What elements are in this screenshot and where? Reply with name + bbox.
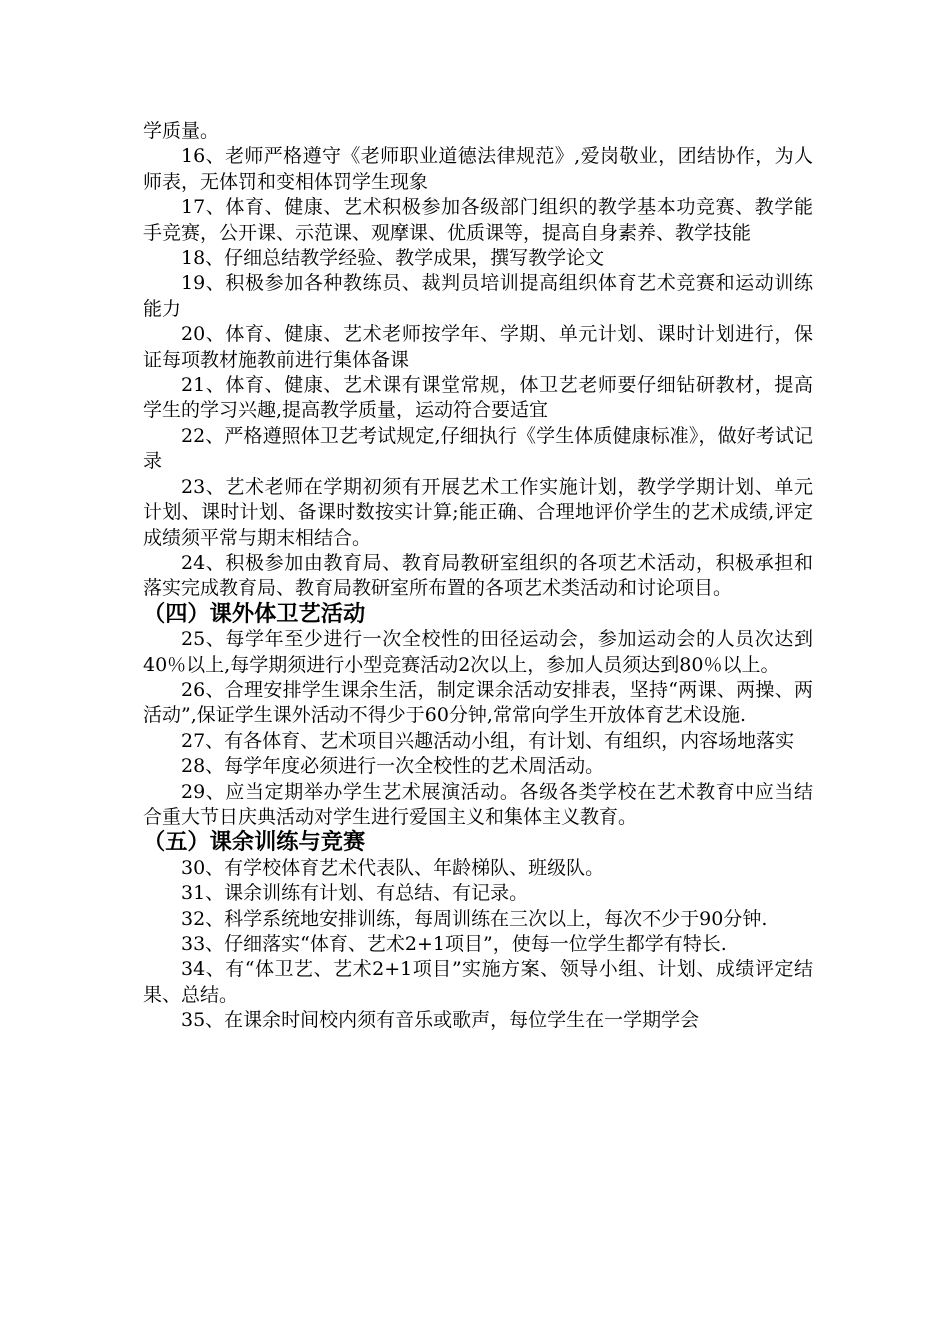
paragraph: 26、合理安排学生课余生活，制定课余活动安排表，坚持“两课、两操、两活动”,保证学生课外活动不得少于60分钟,常常向学生开放体育艺术设施. <box>143 678 813 727</box>
paragraph: 29、应当定期举办学生艺术展演活动。各级各类学校在艺术教育中应当结合重大节日庆典活动对学生进行爱国主义和集体主义教育。 <box>143 780 813 828</box>
paragraph: 34、有“体卫艺、艺术2+1项目”实施方案、领导小组、计划、成绩评定结果、总结。 <box>143 958 813 1006</box>
paragraph: 19、积极参加各种教练员、裁判员培训提高组织体育艺术竞赛和运动训练能力 <box>143 272 813 320</box>
paragraph: 32、科学系统地安排训练，每周训练在三次以上，每次不少于90分钟. <box>181 907 768 930</box>
paragraph: 21、体育、健康、艺术课有课堂常规，体卫艺老师要仔细钻研教材，提高学生的学习兴趣,提高教学质量，运动符合要适宜 <box>143 374 813 422</box>
paragraph: 35、在课余时间校内须有音乐或歌声，每位学生在一学期学会 <box>181 1009 700 1032</box>
section-heading: （五）课余训练与竞赛 <box>143 829 366 856</box>
paragraph: 20、体育、健康、艺术老师按学年、学期、单元计划、课时计划进行，保证每项教材施教前进行集体备课 <box>143 323 813 371</box>
paragraph: 18、仔细总结教学经验、教学成果，撰写教学论文 <box>181 247 605 270</box>
paragraph: 22、严格遵照体卫艺考试规定,仔细执行《学生体质健康标准》，做好考试记录 <box>143 424 813 473</box>
paragraph: 17、体育、健康、艺术积极参加各级部门组织的教学基本功竞赛、教学能手竞赛，公开课、示范课、观摩课、优质课等，提高自身素养、教学技能 <box>143 196 813 244</box>
paragraph: 24、积极参加由教育局、教育局教研室组织的各项艺术活动，积极承担和落实完成教育局、教育局教研室所布置的各项艺术类活动和讨论项目。 <box>143 551 813 600</box>
paragraph: 28、每学年度必须进行一次全校性的艺术周活动。 <box>181 755 605 778</box>
paragraph: 30、有学校体育艺术代表队、年龄梯队、班级队。 <box>181 856 605 879</box>
paragraph: 27、有各体育、艺术项目兴趣活动小组，有计划、有组织，内容场地落实 <box>181 729 795 752</box>
paragraph: 16、老师严格遵守《老师职业道德法律规范》,爱岗敬业，团结协作，为人师表，无体罚和变相体罚学生现象 <box>143 145 813 193</box>
paragraph: 31、课余训练有计划、有总结、有记录。 <box>181 882 529 905</box>
paragraph: 学质量。 <box>143 120 220 142</box>
paragraph: 23、艺术老师在学期初须有开展艺术工作实施计划，教学学期计划、单元计划、课时计划、备课时数按实计算;能正确、合理地评价学生的艺术成绩,评定成绩须平常与期末相结合。 <box>143 475 813 549</box>
paragraph: 33、仔细落实“体育、艺术2+1项目”，使每一位学生都学有特长. <box>181 933 727 955</box>
paragraph: 25、每学年至少进行一次全校性的田径运动会，参加运动会的人员次达到40％以上,每学期须进行小型竞赛活动2次以上，参加人员须达到80％以上。 <box>143 628 813 676</box>
section-heading: （四）课外体卫艺活动 <box>143 600 366 627</box>
document-body <box>143 119 813 1034</box>
